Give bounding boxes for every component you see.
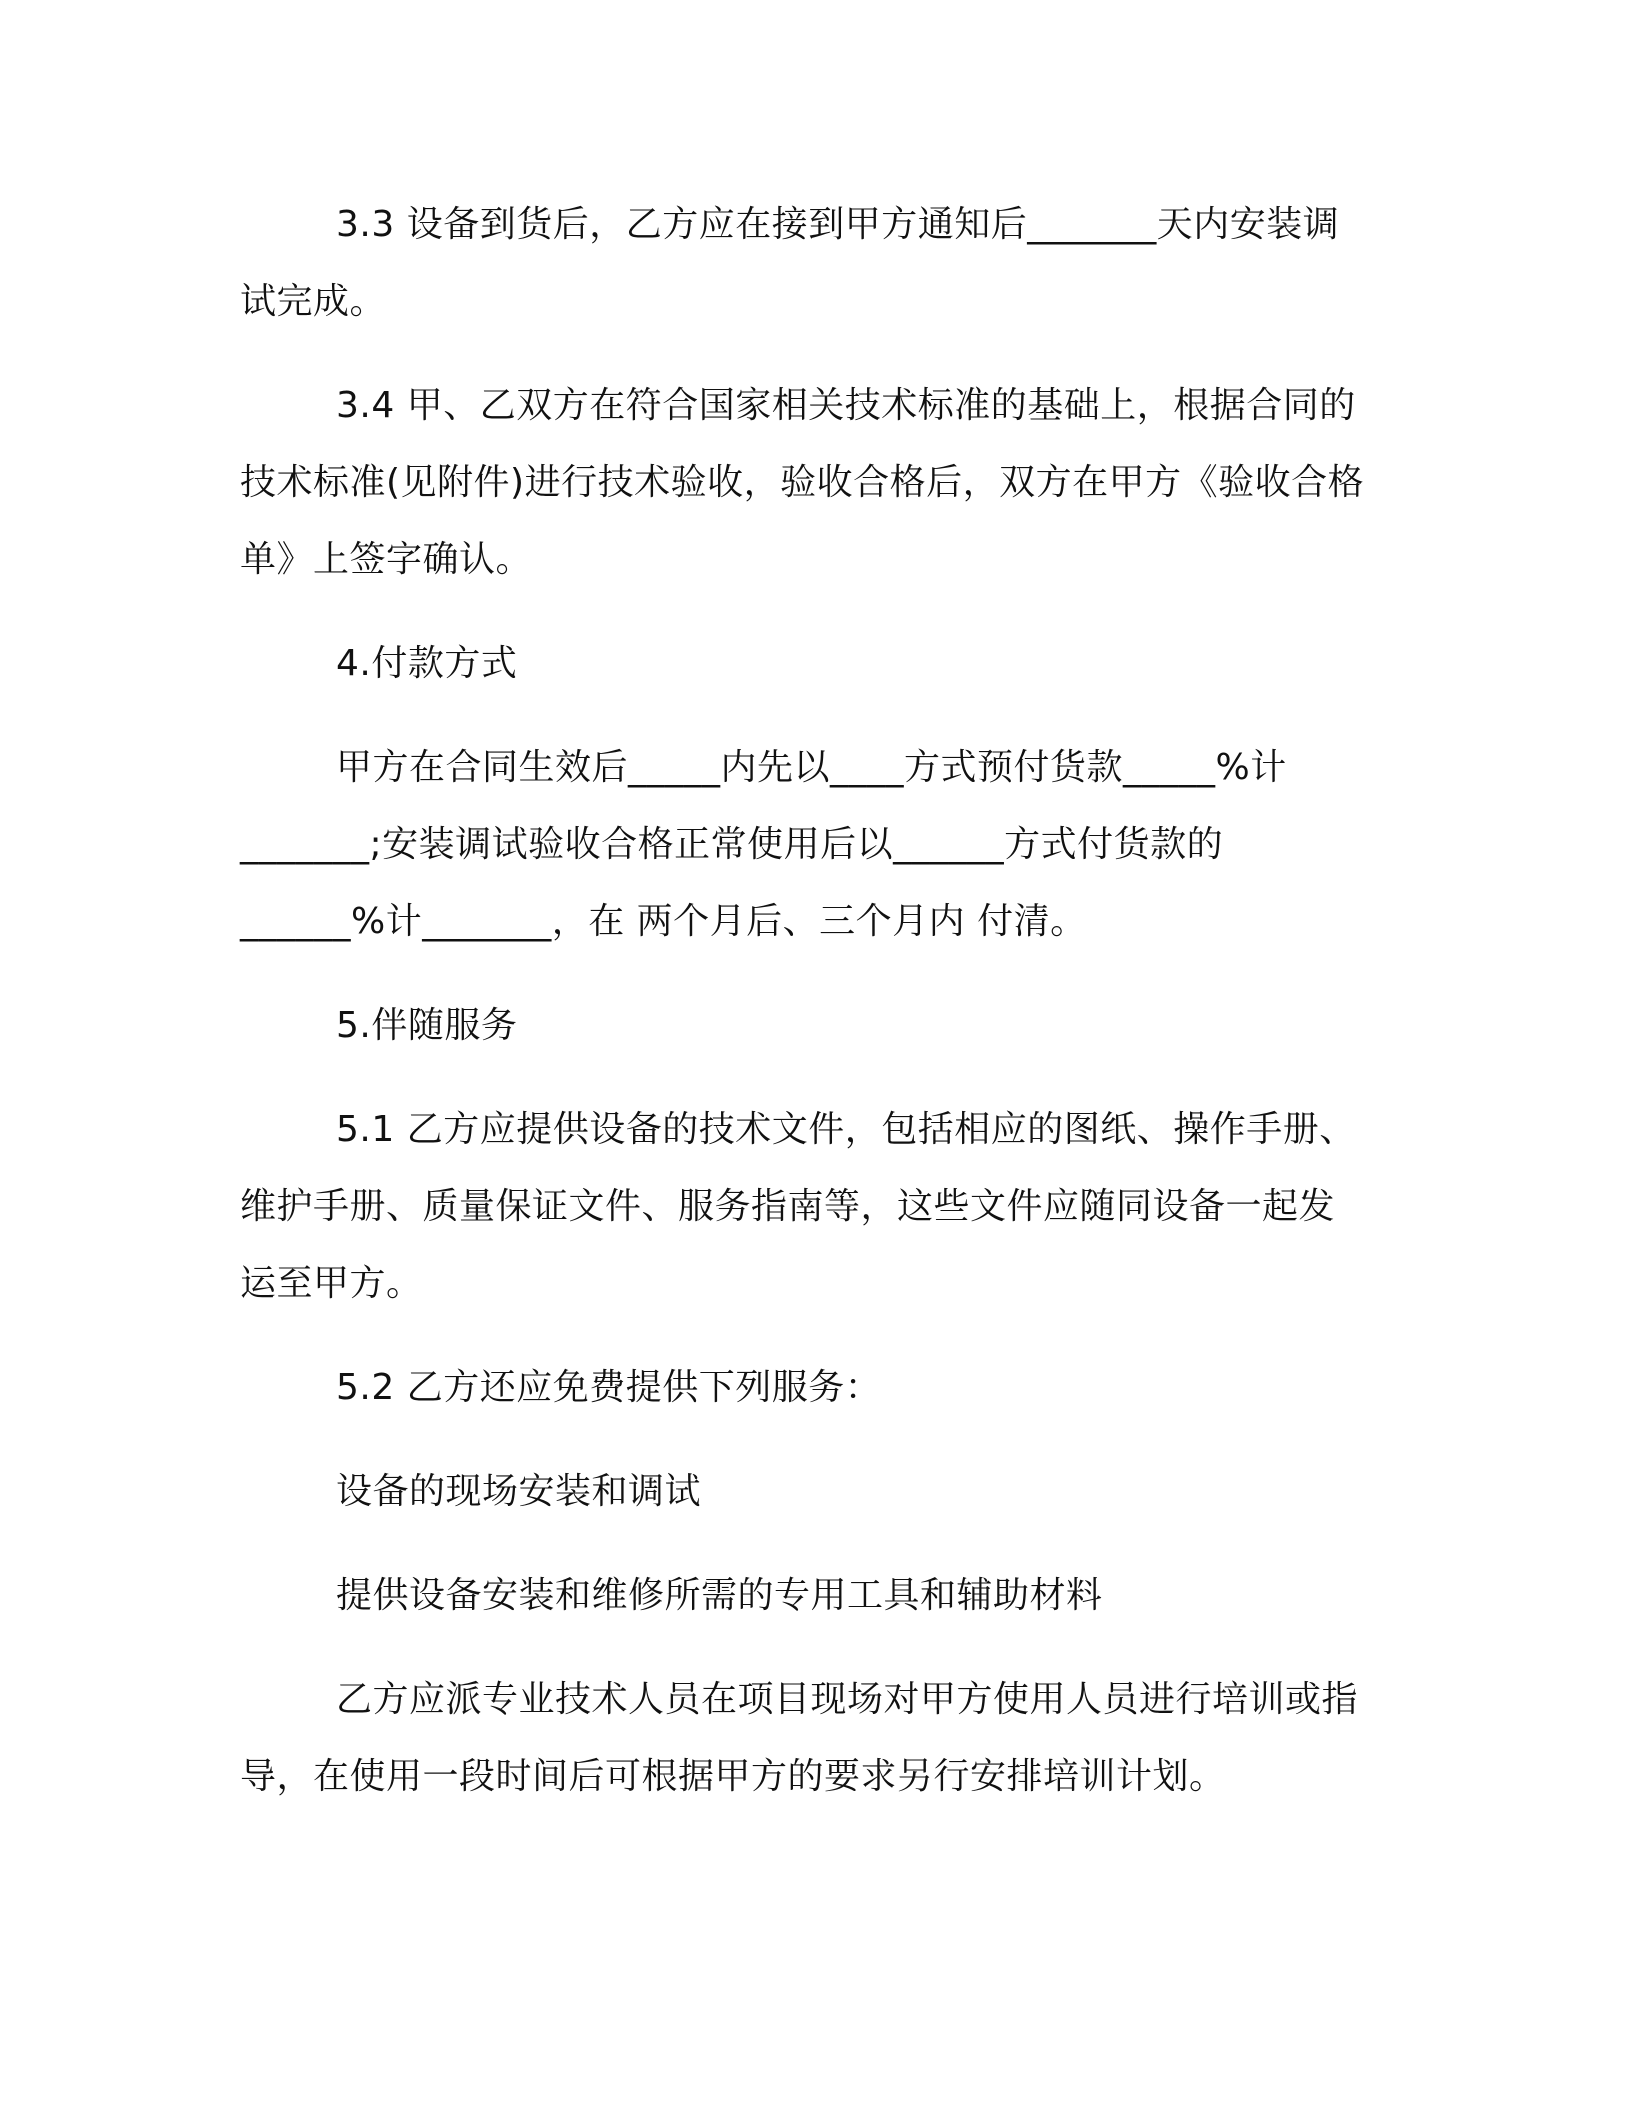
text-line: _______;安装调试验收合格正常使用后以______方式付货款的 bbox=[240, 824, 1224, 865]
text-line: 单》上签字确认。 bbox=[240, 539, 533, 580]
section-heading-services bbox=[240, 987, 1392, 1064]
text-line: 乙方应派专业技术人员在项目现场对甲方使用人员进行培训或指 bbox=[336, 1679, 1359, 1720]
paragraph-payment-terms bbox=[240, 729, 1392, 960]
text-line: 维护手册、质量保证文件、服务指南等，这些文件应随同设备一起发 bbox=[240, 1186, 1336, 1227]
text-line: 技术标准(见附件)进行技术验收，验收合格后，双方在甲方《验收合格 bbox=[240, 462, 1365, 503]
paragraph-5-2 bbox=[240, 1349, 1392, 1426]
text-line: 提供设备安装和维修所需的专用工具和辅助材料 bbox=[336, 1575, 1103, 1616]
paragraph-3-4 bbox=[240, 367, 1392, 598]
text-line: ______%计_______，在 两个月后、三个月内 付清。 bbox=[240, 901, 1087, 942]
service-item-installation bbox=[240, 1453, 1392, 1530]
service-item-tools bbox=[240, 1557, 1392, 1634]
text-line: 试完成。 bbox=[240, 281, 387, 322]
text-line: 5.1 乙方应提供设备的技术文件，包括相应的图纸、操作手册、 bbox=[336, 1109, 1356, 1150]
text-line: 设备的现场安装和调试 bbox=[336, 1471, 702, 1512]
text-line: 运至甲方。 bbox=[240, 1263, 423, 1304]
service-item-training bbox=[240, 1661, 1392, 1815]
paragraph-5-1 bbox=[240, 1091, 1392, 1322]
text-line: 导，在使用一段时间后可根据甲方的要求另行安排培训计划。 bbox=[240, 1756, 1226, 1797]
text-line: 3.4 甲、乙双方在符合国家相关技术标准的基础上，根据合同的 bbox=[336, 385, 1356, 426]
text-line: 甲方在合同生效后_____内先以____方式预付货款_____%计 bbox=[336, 747, 1287, 788]
text-line: 5.2 乙方还应免费提供下列服务： bbox=[336, 1367, 882, 1408]
paragraph-3-3 bbox=[240, 186, 1392, 340]
text-line: 3.3 设备到货后，乙方应在接到甲方通知后_______天内安装调 bbox=[336, 204, 1340, 245]
document-body bbox=[240, 186, 1392, 1842]
text-line: 5.伴随服务 bbox=[336, 1005, 518, 1046]
text-line: 4.付款方式 bbox=[336, 643, 518, 684]
section-heading-payment bbox=[240, 625, 1392, 702]
